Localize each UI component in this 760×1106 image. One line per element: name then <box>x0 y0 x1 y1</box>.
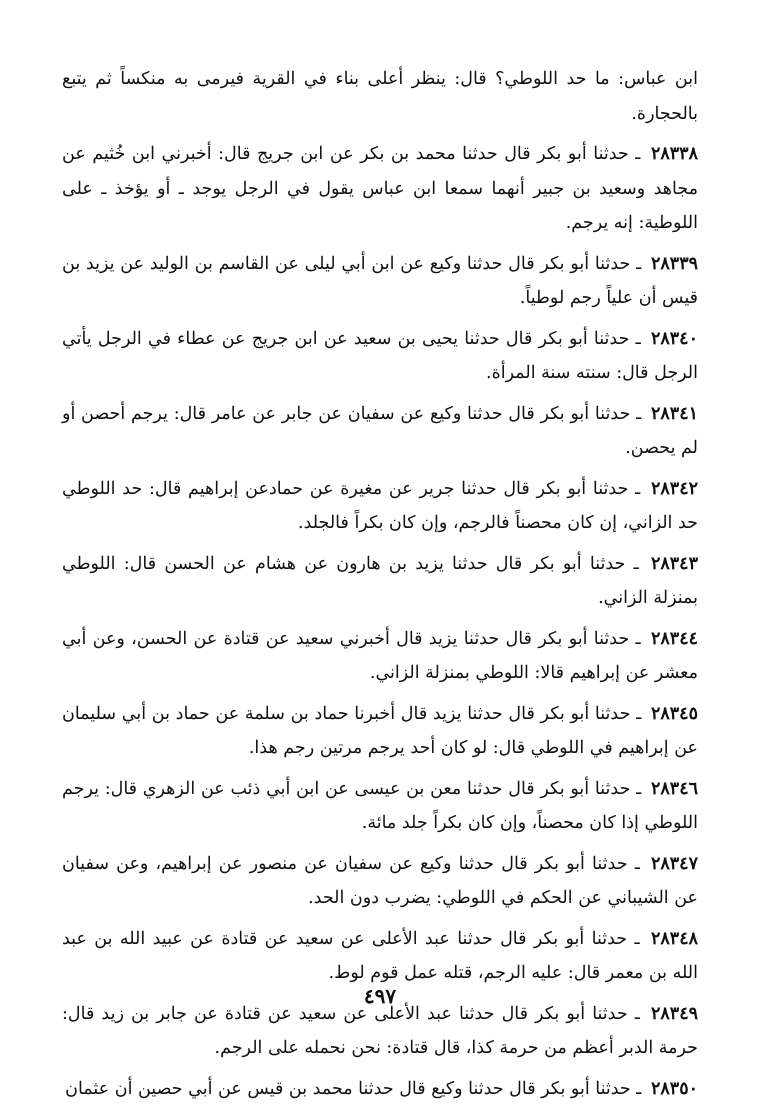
hadith-number: ٢٨٣٤٦ <box>651 779 698 799</box>
body-text <box>62 62 698 1106</box>
hadith-number: ٢٨٣٣٩ <box>651 254 698 274</box>
page-number: ٤٩٧ <box>0 984 760 1008</box>
hadith-text: ـ حدثنا أبو بكر قال حدثنا يزيد بن هارون عن هشام عن الحسن قال: اللوطي بمنزلة الزاني. <box>62 554 698 609</box>
hadith-text: ـ حدثنا أبو بكر قال حدثنا جرير عن مغيرة عن حمادعن إبراهيم قال: حد اللوطي حد الزاني، إن كان محصناً فالرجم، وإن كان بكراً فالجلد. <box>62 479 698 534</box>
hadith-entry <box>62 322 698 391</box>
hadith-number: ٢٨٣٤٥ <box>651 704 698 724</box>
hadith-text: ـ حدثنا أبو بكر قال حدثنا يزيد قال أخبرني سعيد عن قتادة عن الحسن، وعن أبي معشر عن إبراهيم قالا: اللوطي بمنزلة الزاني. <box>62 629 698 684</box>
continuation-paragraph: ابن عباس: ما حد اللوطي؟ قال: ينظر أعلى بناء في القرية فيرمى به منكساً ثم يتبع بالحجارة. <box>62 62 698 131</box>
hadith-text: ـ حدثنا أبو بكر قال حدثنا وكيع عن سفيان عن جابر عن عامر قال: يرجم أحصن أو لم يحصن. <box>62 404 698 459</box>
hadith-number: ٢٨٣٣٨ <box>651 144 698 164</box>
hadith-number: ٢٨٣٤١ <box>651 404 698 424</box>
hadith-entry <box>62 397 698 466</box>
hadith-text: ـ حدثنا أبو بكر قال حدثنا وكيع عن ابن أبي ليلى عن القاسم بن الوليد عن يزيد بن قيس أن علياً رجم لوطياً. <box>62 254 698 309</box>
hadith-text: ـ حدثنا أبو بكر قال حدثنا وكيع قال حدثنا محمد بن قيس عن أبي حصين أن عثمان <box>65 1079 641 1099</box>
hadith-text: ـ حدثنا أبو بكر قال حدثنا عبد الأعلى عن سعيد عن قتادة عن عبيد الله بن عبد الله بن معمر قال: عليه الرجم، قتله عمل قوم لوط. <box>62 929 698 984</box>
hadith-text: ـ حدثنا أبو بكر قال حدثنا معن بن عيسى عن ابن أبي ذئب عن الزهري قال: يرجم اللوطي إذا كان محصناً، وإن كان بكراً جلد مائة. <box>62 779 698 834</box>
hadith-text: ـ حدثنا أبو بكر قال حدثنا محمد بن بكر عن ابن جريج قال: أخبرني ابن خُثيم عن مجاهد وسعيد بن جبير أنهما سمعا ابن عباس يقول في الرجل يوجد ـ أو يؤخذ ـ على اللوطية: إنه يرجم. <box>62 144 698 233</box>
hadith-entry <box>62 137 698 241</box>
hadith-entry <box>62 847 698 916</box>
hadith-number: ٢٨٣٤٠ <box>651 329 698 349</box>
hadith-text: ـ حدثنا أبو بكر قال حدثنا عبد الأعلى عن سعيد عن قتادة عن جابر بن زيد قال: حرمة الدبر أعظم من حرمة كذا، قال قتادة: نحن نحمله على الرجم. <box>62 1004 698 1059</box>
hadith-entry <box>62 697 698 766</box>
hadith-list <box>62 137 698 1106</box>
hadith-entry <box>62 922 698 991</box>
hadith-entry <box>62 772 698 841</box>
hadith-number: ٢٨٣٤٢ <box>651 479 698 499</box>
hadith-number: ٢٨٣٥٠ <box>651 1079 698 1099</box>
hadith-number: ٢٨٣٤٧ <box>651 854 698 874</box>
hadith-number: ٢٨٣٤٩ <box>651 1004 698 1024</box>
hadith-number: ٢٨٣٤٤ <box>651 629 698 649</box>
hadith-text: ـ حدثنا أبو بكر قال حدثنا وكيع عن سفيان عن منصور عن إبراهيم، وعن سفيان عن الشيباني عن الحكم في اللوطي: يضرب دون الحد. <box>62 854 698 909</box>
hadith-entry <box>62 547 698 616</box>
hadith-entry <box>62 472 698 541</box>
hadith-entry <box>62 622 698 691</box>
hadith-text: ـ حدثنا أبو بكر قال حدثنا يحيى بن سعيد عن ابن جريج عن عطاء في الرجل يأتي الرجل قال: سنته سنة المرأة. <box>62 329 698 384</box>
hadith-number: ٢٨٣٤٨ <box>651 929 698 949</box>
hadith-entry <box>62 1072 698 1106</box>
hadith-entry <box>62 247 698 316</box>
hadith-text: ـ حدثنا أبو بكر قال حدثنا يزيد قال أخبرنا حماد بن سلمة عن حماد بن أبي سليمان عن إبراهيم في اللوطي قال: لو كان أحد يرجم مرتين رجم هذا. <box>62 704 698 759</box>
hadith-number: ٢٨٣٤٣ <box>651 554 698 574</box>
